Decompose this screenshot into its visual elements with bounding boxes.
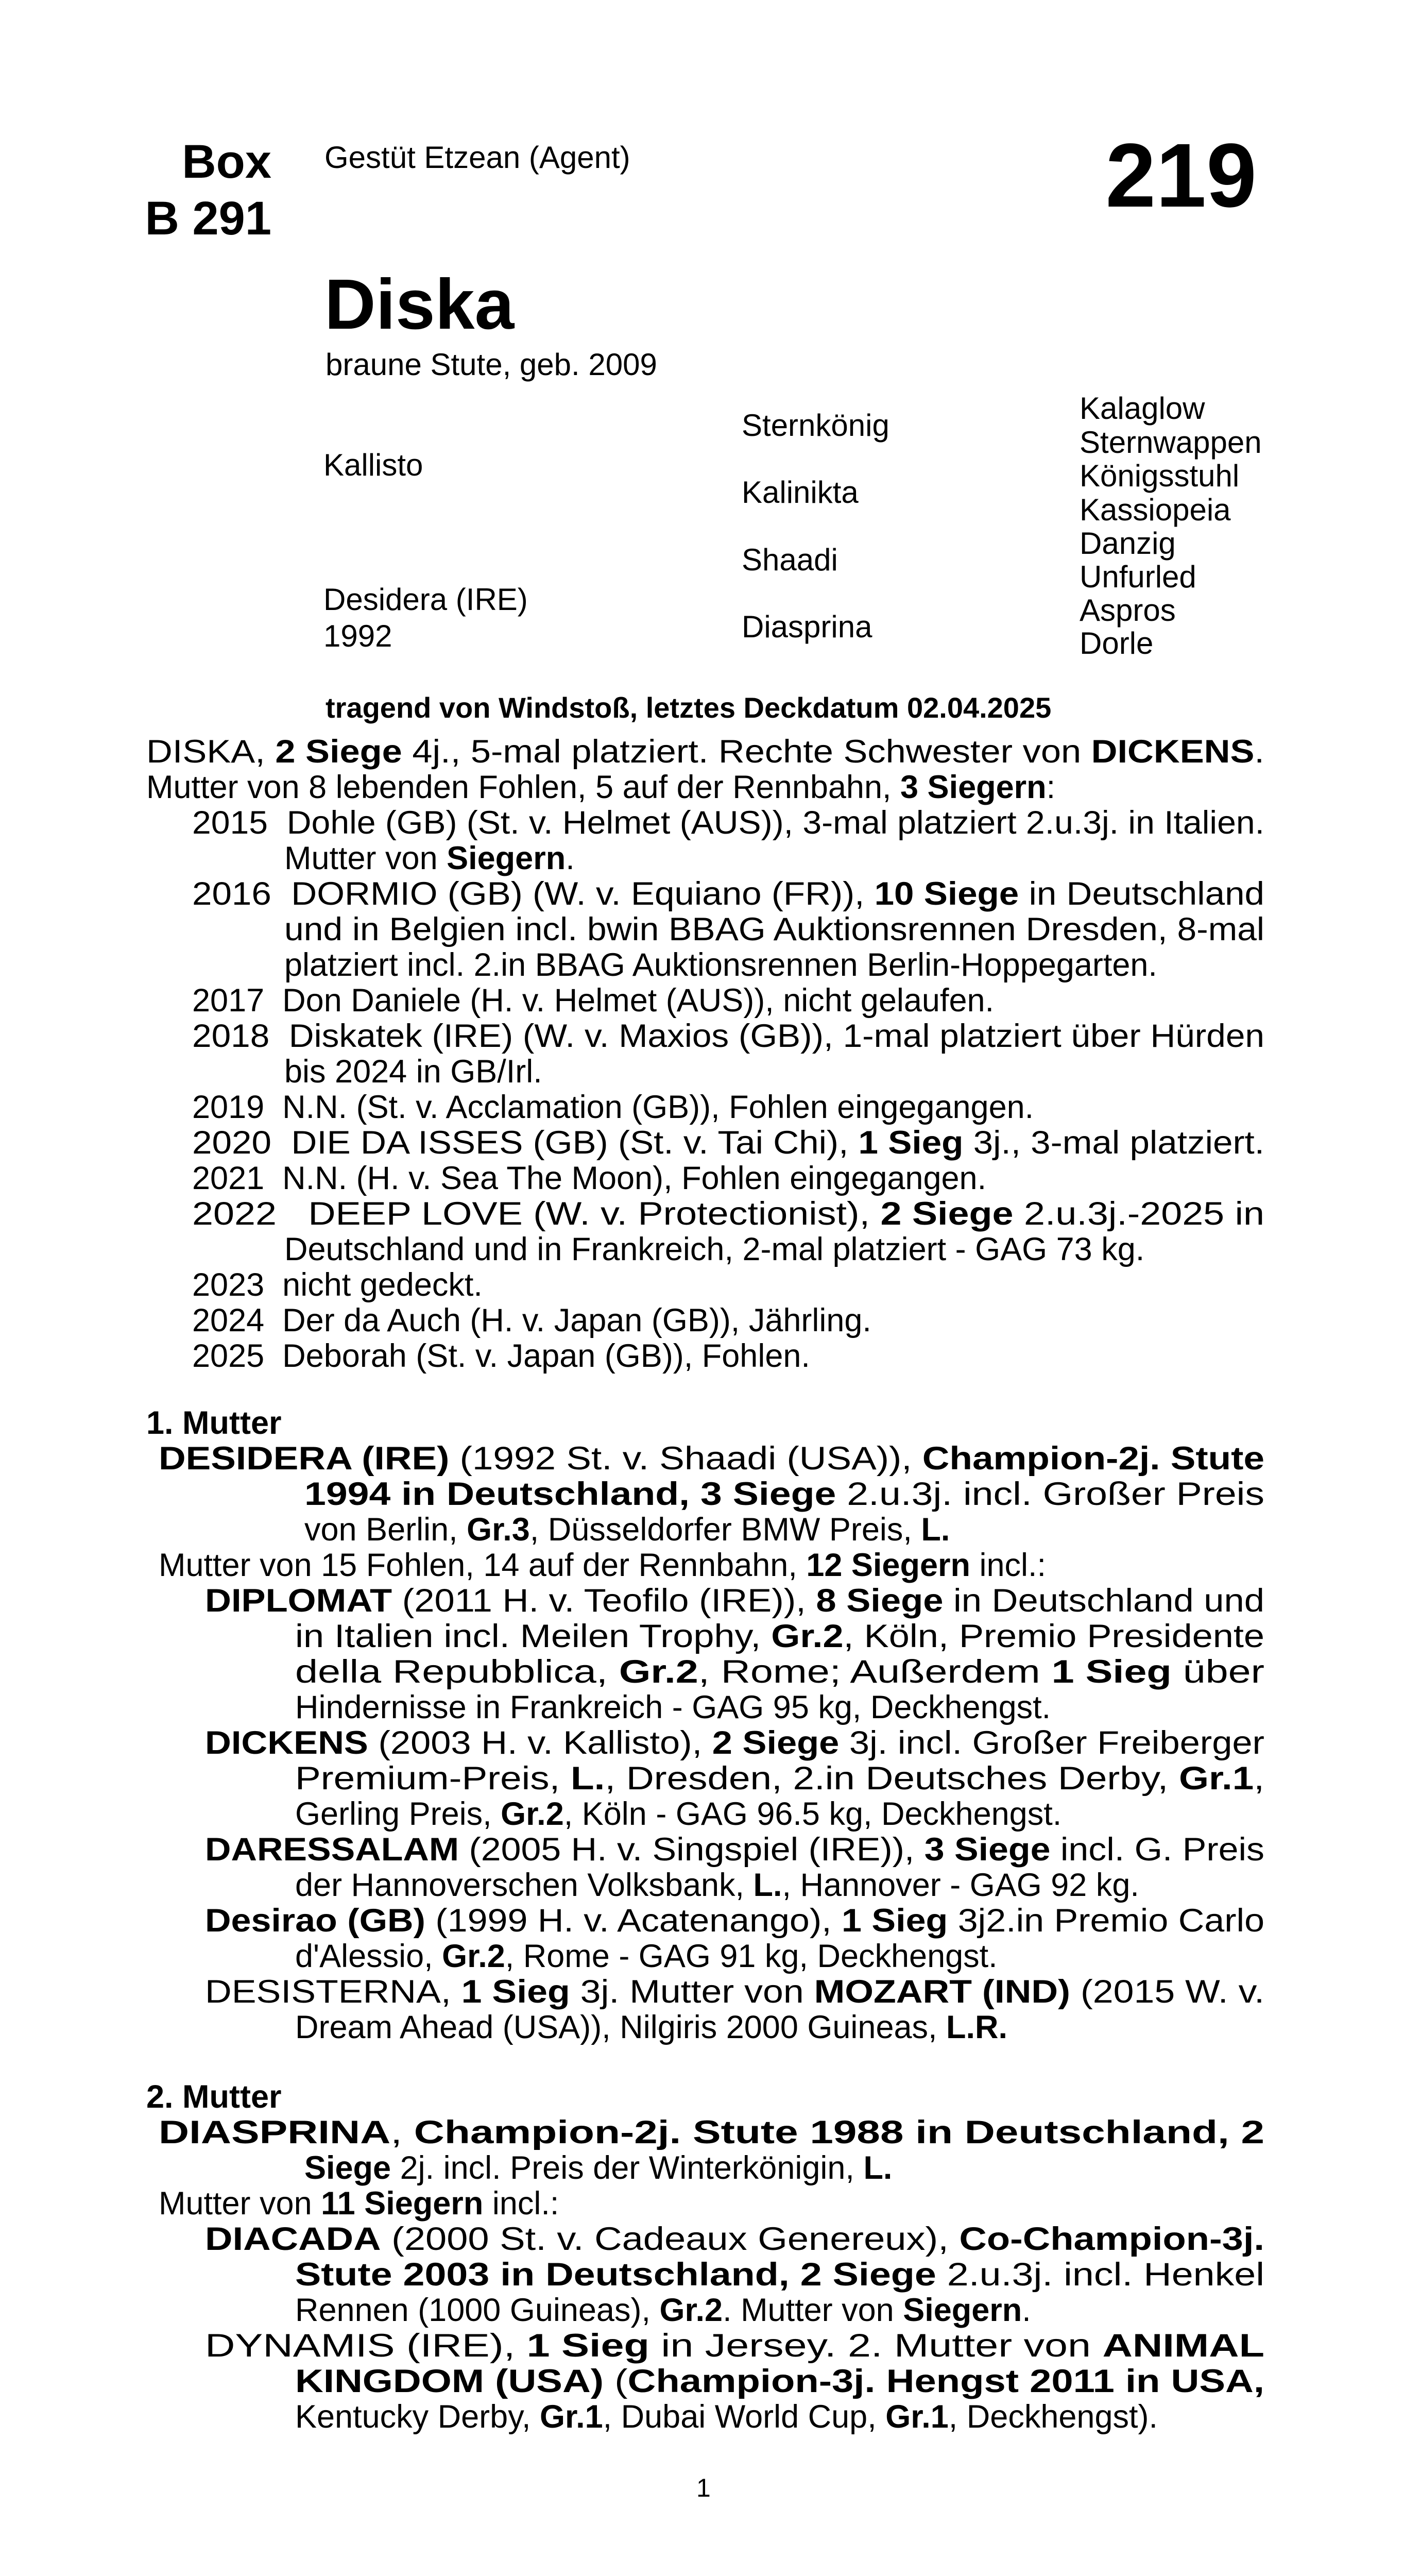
- text-line: [205, 1582, 1264, 1619]
- bold-run: Stute 2003 in Deutschland, 2 Siege: [295, 2256, 936, 2293]
- text-run: 2015 Dohle (GB) (St. v. Helmet (AUS)), 3-mal platziert 2.u.3j. in Italien.: [192, 804, 1264, 841]
- text-line: [192, 1124, 1264, 1161]
- pedigree-ggp: Danzig: [1080, 526, 1176, 561]
- bold-run: 1 Sieg: [1051, 1653, 1172, 1690]
- page-number: 1: [696, 2473, 711, 2502]
- text-line: [304, 2149, 893, 2186]
- text-line: [205, 1902, 1264, 1939]
- text-run: Mutter von 8 lebenden Fohlen, 5 auf der Rennbahn,: [146, 769, 901, 805]
- horse-description: braune Stute, geb. 2009: [326, 347, 657, 382]
- text-line: [192, 1266, 483, 1303]
- bold-run: Gr.2: [619, 1653, 698, 1690]
- text-run: incl.:: [970, 1547, 1047, 1583]
- bold-run: DICKENS: [1091, 733, 1255, 770]
- text-run: 3j. Mutter von: [570, 1973, 814, 2010]
- bold-run: DICKENS: [205, 1724, 368, 1761]
- text-line: [159, 1440, 1264, 1477]
- pedigree-ggp: Dorle: [1080, 626, 1154, 660]
- pedigree-ggp: Aspros: [1080, 593, 1176, 628]
- pedigree-ggp: Königsstuhl: [1080, 459, 1240, 493]
- pedigree-dam: Desidera (IRE): [323, 582, 528, 617]
- text-line: [295, 2011, 1007, 2044]
- text-line: [295, 1653, 1264, 1690]
- bold-run: Champion-2j. Stute: [922, 1440, 1264, 1477]
- text-run: (2011 H. v. Teofilo (IRE)),: [392, 1582, 816, 1619]
- text-run: , Dubai World Cup,: [603, 2398, 886, 2435]
- bold-run: L.: [863, 2149, 893, 2186]
- text-run: (2015 W. v.: [1070, 1973, 1264, 2010]
- text-run: DISKA,: [146, 733, 276, 770]
- bold-run: 1994 in Deutschland, 3 Siege: [304, 1476, 836, 1512]
- text-run: 3j. incl. Großer Freiberger: [839, 1724, 1264, 1761]
- bold-run: Siegern: [903, 2292, 1022, 2328]
- box-label: Box: [182, 135, 271, 188]
- text-line: [304, 1478, 1264, 1511]
- bold-run: 11 Siegern: [321, 2185, 484, 2222]
- text-line: [284, 1053, 542, 1090]
- text-run: 2.u.3j. incl. Henkel: [936, 2256, 1264, 2293]
- bold-run: Gr.2: [771, 1618, 844, 1654]
- text-run: 2016 DORMIO (GB) (W. v. Equiano (FR)),: [192, 875, 875, 912]
- text-line: [192, 982, 995, 1019]
- text-line: [284, 946, 1157, 983]
- text-run: über: [1171, 1653, 1264, 1690]
- bold-run: 1 Sieg: [842, 1902, 948, 1939]
- bold-run: L.: [753, 1867, 782, 1903]
- text-run: in Jersey. 2. Mutter von: [649, 2327, 1103, 2364]
- text-run: DESISTERNA,: [205, 1973, 461, 2010]
- bold-run: ANIMAL: [1102, 2327, 1264, 2364]
- text-run: (: [604, 2363, 628, 2399]
- text-run: , Dresden, 2.in Deutsches Derby,: [605, 1760, 1179, 1797]
- text-run: Kentucky Derby,: [295, 2398, 540, 2435]
- bold-run: 10 Siege: [874, 875, 1019, 912]
- text-run: ,: [390, 2114, 414, 2150]
- text-run: incl. G. Preis: [1050, 1831, 1264, 1868]
- text-run: , Rome; Außerdem: [698, 1653, 1052, 1690]
- text-run: 2j. incl. Preis der Winterkönigin,: [391, 2149, 864, 2186]
- text-run: 2024 Der da Auch (H. v. Japan (GB)), Jährling.: [192, 1302, 871, 1338]
- bold-run: Gr.2: [659, 2292, 723, 2328]
- pedigree-dam-year: 1992: [323, 619, 392, 653]
- bold-run: Siegern: [447, 840, 566, 876]
- bold-run: Gr.1: [1178, 1760, 1254, 1797]
- text-line: [192, 1195, 1264, 1232]
- bold-run: Siege: [304, 2149, 391, 2186]
- text-line: [146, 771, 1055, 804]
- bold-run: DIACADA: [205, 2221, 381, 2257]
- bold-run: Gr.2: [501, 1795, 564, 1832]
- text-run: Mutter von 15 Fohlen, 14 auf der Rennbahn,: [159, 1547, 807, 1583]
- text-run: Mutter von: [284, 840, 447, 876]
- text-run: Premium-Preis,: [295, 1760, 571, 1797]
- text-line: [159, 1549, 1046, 1582]
- text-run: in Deutschland und: [943, 1582, 1264, 1619]
- section-heading: 1. Mutter: [146, 1404, 282, 1441]
- bold-run: DARESSALAM: [205, 1831, 459, 1868]
- text-line: [159, 2116, 1264, 2149]
- text-run: DYNAMIS (IRE),: [205, 2327, 527, 2364]
- text-run: .: [1254, 733, 1264, 770]
- text-line: [295, 2365, 1264, 2398]
- bold-run: 1 Sieg: [858, 1124, 964, 1161]
- text-run: incl.:: [483, 2185, 559, 2222]
- text-run: in Italien incl. Meilen Trophy,: [295, 1618, 772, 1654]
- text-line: [205, 2327, 1264, 2364]
- text-run: .: [1022, 2292, 1031, 2328]
- section-heading: 2. Mutter: [146, 2078, 282, 2115]
- text-run: 2017 Don Daniele (H. v. Helmet (AUS)), nicht gelaufen.: [192, 982, 995, 1019]
- bold-run: L.: [571, 1760, 605, 1797]
- text-run: Deutschland und in Frankreich, 2-mal platziert - GAG 73 kg.: [284, 1231, 1145, 1267]
- text-line: [284, 913, 1264, 946]
- bold-run: 1 Sieg: [526, 2327, 649, 2364]
- pedigree-ggp: Sternwappen: [1080, 425, 1262, 460]
- bold-run: 2 Siege: [712, 1724, 840, 1761]
- seller-name: Gestüt Etzean (Agent): [324, 140, 630, 175]
- text-run: (2005 H. v. Singspiel (IRE)),: [459, 1831, 924, 1868]
- bold-run: L.R.: [946, 2009, 1008, 2045]
- text-run: (2000 St. v. Cadeaux Genereux),: [381, 2221, 960, 2257]
- text-run: 2022 DEEP LOVE (W. v. Protectionist),: [192, 1195, 881, 1232]
- pedigree-sire: Kallisto: [323, 448, 423, 482]
- pedigree-dam-sire: Shaadi: [742, 543, 838, 577]
- text-line: [192, 1020, 1264, 1053]
- text-run: 3j., 3-mal platziert.: [963, 1124, 1264, 1161]
- text-line: [295, 2294, 1031, 2327]
- bold-run: L.: [921, 1511, 950, 1548]
- bold-run: 1 Sieg: [461, 1973, 570, 2010]
- text-run: Dream Ahead (USA)), Nilgiris 2000 Guineas,: [295, 2009, 947, 2045]
- bold-run: 2 Siege: [275, 733, 402, 770]
- text-run: bis 2024 in GB/Irl.: [284, 1053, 542, 1090]
- pedigree-sire-dam: Kalinikta: [742, 475, 859, 510]
- bold-run: Gr.1: [540, 2398, 603, 2435]
- text-line: [192, 1337, 810, 1374]
- bold-run: 3 Siegern: [900, 769, 1047, 805]
- bold-run: 12 Siegern: [806, 1547, 970, 1583]
- bold-run: Champion-3j. Hengst 2011 in USA,: [627, 2363, 1264, 2399]
- text-run: d'Alessio,: [295, 1938, 442, 1974]
- pedigree-ggp: Kassiopeia: [1080, 493, 1231, 527]
- text-run: und in Belgien incl. bwin BBAG Auktionsrennen Dresden, 8-mal: [284, 911, 1264, 947]
- text-line: [159, 2185, 559, 2222]
- text-run: 2018 Diskatek (IRE) (W. v. Maxios (GB)), 1-mal platziert über Hürden: [192, 1018, 1264, 1054]
- bold-run: Gr.2: [442, 1938, 505, 1974]
- bold-run: 3 Siege: [924, 1831, 1051, 1868]
- text-run: (2003 H. v. Kallisto),: [368, 1724, 712, 1761]
- text-run: , Hannover - GAG 92 kg.: [782, 1867, 1139, 1903]
- box-number: B 291: [145, 192, 271, 245]
- text-line: [295, 1940, 998, 1973]
- text-line: [295, 1795, 1062, 1832]
- bold-run: Gr.1: [885, 2398, 949, 2435]
- text-line: [192, 1091, 1034, 1124]
- text-run: :: [1046, 769, 1056, 805]
- lot-number: 219: [1105, 125, 1257, 226]
- bold-run: 8 Siege: [816, 1582, 944, 1619]
- text-run: 4j., 5-mal platziert. Rechte Schwester von: [402, 733, 1091, 770]
- text-run: der Hannoverschen Volksbank,: [295, 1867, 754, 1903]
- text-line: [295, 1691, 1051, 1724]
- text-line: [146, 733, 1264, 770]
- text-run: platziert incl. 2.in BBAG Auktionsrennen Berlin-Hoppegarten.: [284, 946, 1157, 983]
- bold-run: Desirao (GB): [205, 1902, 425, 1939]
- bold-run: KINGDOM (USA): [295, 2363, 604, 2399]
- text-line: [284, 1233, 1144, 1266]
- text-run: Gerling Preis,: [295, 1795, 501, 1832]
- text-run: in Deutschland: [1019, 875, 1264, 912]
- text-run: 2025 Deborah (St. v. Japan (GB)), Fohlen.: [192, 1337, 810, 1374]
- bold-run: DESIDERA (IRE): [159, 1440, 450, 1477]
- bold-run: Champion-2j. Stute 1988 in Deutschland, 2: [414, 2114, 1264, 2150]
- text-run: .: [566, 840, 575, 876]
- pedigree-ggp: Kalaglow: [1080, 391, 1205, 426]
- text-run: . Mutter von: [723, 2292, 903, 2328]
- text-run: , Köln, Premio Presidente: [843, 1618, 1264, 1654]
- text-run: 2023 nicht gedeckt.: [192, 1266, 483, 1303]
- text-run: 2020 DIE DA ISSES (GB) (St. v. Tai Chi),: [192, 1124, 859, 1161]
- text-run: Mutter von: [159, 2185, 321, 2222]
- text-line: [192, 804, 1264, 841]
- text-line: [192, 875, 1264, 912]
- pregnancy-note: tragend von Windstoß, letztes Deckdatum 02.04.2025: [326, 691, 1052, 724]
- text-line: [205, 2223, 1264, 2256]
- pedigree-dam-dam: Diasprina: [742, 609, 872, 644]
- bold-run: 2 Siege: [880, 1195, 1014, 1232]
- text-line: [295, 2256, 1264, 2293]
- bold-run: DIPLOMAT: [205, 1582, 392, 1619]
- text-run: ,: [1254, 1760, 1264, 1797]
- text-line: [192, 1162, 986, 1195]
- text-line: [205, 1831, 1264, 1868]
- bold-run: MOZART (IND): [814, 1973, 1071, 2010]
- text-run: , Rome - GAG 91 kg, Deckhengst.: [505, 1938, 998, 1974]
- text-run: 3j2.in Premio Carlo: [948, 1902, 1264, 1939]
- text-run: von Berlin,: [304, 1511, 467, 1548]
- text-run: , Deckhengst).: [948, 2398, 1158, 2435]
- text-run: 2019 N.N. (St. v. Acclamation (GB)), Fohlen eingegangen.: [192, 1089, 1034, 1125]
- text-line: [295, 1869, 1139, 1902]
- bold-run: DIASPRINA: [159, 2114, 391, 2150]
- text-line: [205, 1973, 1264, 2010]
- text-run: (1999 H. v. Acatenango),: [425, 1902, 842, 1939]
- text-run: 2021 N.N. (H. v. Sea The Moon), Fohlen eingegangen.: [192, 1160, 987, 1196]
- pedigree-sire-sire: Sternkönig: [742, 408, 889, 443]
- text-line: [304, 1511, 950, 1548]
- pedigree-ggp: Unfurled: [1080, 560, 1196, 594]
- horse-name: Diska: [324, 265, 515, 344]
- text-run: della Repubblica,: [295, 1653, 619, 1690]
- text-run: 2.u.3j. incl. Großer Preis: [836, 1476, 1264, 1512]
- text-line: [295, 1762, 1264, 1795]
- text-line: [295, 1620, 1264, 1653]
- text-run: 2.u.3j.-2025 in: [1013, 1195, 1264, 1232]
- text-run: , Düsseldorfer BMW Preis,: [529, 1511, 921, 1548]
- text-line: [295, 2398, 1158, 2435]
- text-line: [205, 1724, 1264, 1761]
- text-run: , Köln - GAG 96.5 kg, Deckhengst.: [563, 1795, 1062, 1832]
- text-line: [192, 1304, 871, 1337]
- bold-run: Co-Champion-3j.: [959, 2221, 1264, 2257]
- bold-run: Gr.3: [467, 1511, 530, 1548]
- text-run: Rennen (1000 Guineas),: [295, 2292, 660, 2328]
- text-run: Hindernisse in Frankreich - GAG 95 kg, Deckhengst.: [295, 1689, 1051, 1725]
- text-run: (1992 St. v. Shaadi (USA)),: [449, 1440, 922, 1477]
- text-line: [284, 842, 575, 875]
